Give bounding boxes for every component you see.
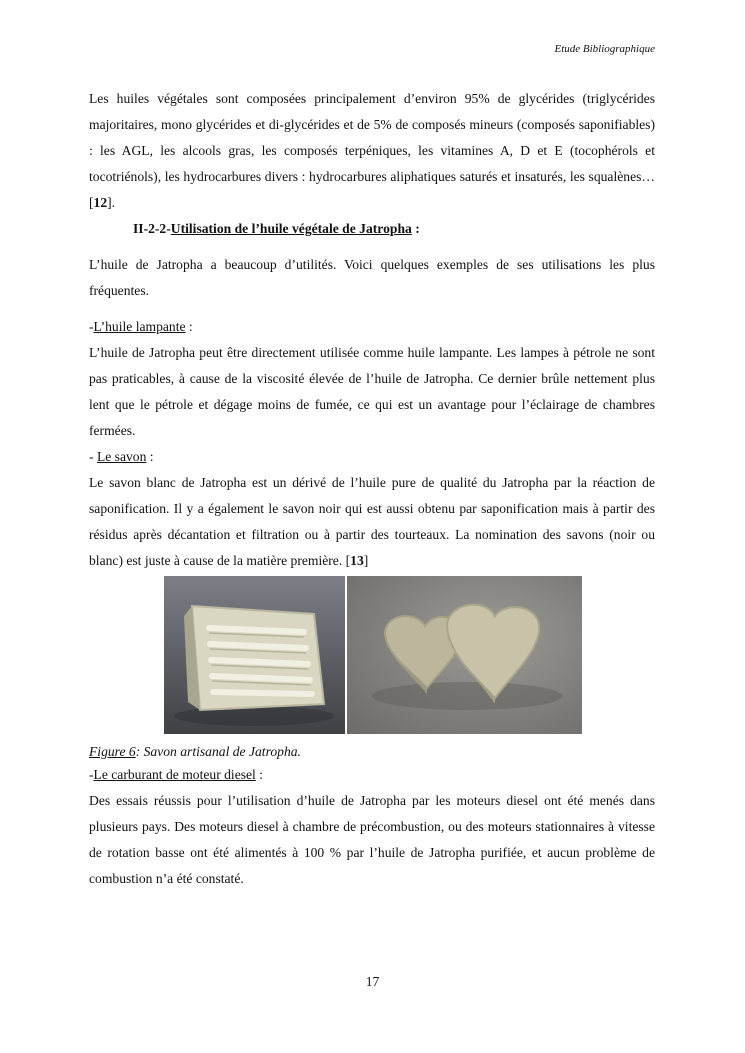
- running-header: Etude Bibliographique: [554, 43, 655, 55]
- savon-paragraph: [89, 470, 655, 574]
- savon-label: Le savon: [96, 449, 147, 464]
- carburant-colon: :: [255, 767, 264, 782]
- soap-bar-illustration: [164, 576, 345, 734]
- lampante-dash: -: [89, 319, 94, 334]
- page-number: 17: [365, 974, 380, 989]
- savon-text: Le savon blanc de Jatropha est un dérivé de l’huile pure de qualité du Jatropha par la réaction de saponification. Il y a également le savon noir qui est aussi obtenu par saponification mais à partir des résidus après décantation et filtration ou à partir des tourteaux. La nomination des savons (noir ou blanc) est juste à cause de la matière première. [: [89, 475, 655, 568]
- figure-label: Figure 6: [89, 744, 136, 759]
- lampante-heading: [89, 314, 655, 340]
- savon-heading: [89, 444, 655, 470]
- carburant-paragraph: Des essais réussis pour l’utilisation d’huile de Jatropha par les moteurs diesel ont été menés dans plusieurs pays. Des moteurs diesel à chambre de précombustion, ou des moteurs stationnaires à vitesse de rotation basse ont été alimentés à 100 % par l’huile de Jatropha purifiée, et aucun problème de combustion n’a été constaté.: [89, 793, 655, 886]
- savon-ref-end: ]: [363, 553, 369, 568]
- section-suffix: :: [411, 221, 420, 236]
- lampante-paragraph: L’huile de Jatropha peut être directement utilisée comme huile lampante. Les lampes à pétrole ne sont pas praticables, à cause de la viscosité élevée de l’huile de Jatropha. Ce dernier brûle nettement plus lent que le pétrole et dégage moins de fumée, ce qui est un avantage pour l’éclairage de chambres fermées.: [89, 345, 655, 438]
- figure-caption: [89, 742, 655, 762]
- section-number: II-2-2-: [133, 221, 171, 236]
- section-title: Utilisation de l’huile végétale de Jatropha: [170, 221, 412, 236]
- uses-intro-paragraph: L’huile de Jatropha a beaucoup d’utilités. Voici quelques exemples de ses utilisations les plus fréquentes.: [89, 257, 655, 298]
- intro-ref: 12: [93, 195, 108, 210]
- section-heading: [89, 216, 655, 242]
- intro-ref-end: ].: [107, 195, 116, 210]
- figure-soap-photos: [164, 576, 582, 734]
- carburant-dash: -: [89, 767, 94, 782]
- soap-bar-photo: [164, 576, 345, 734]
- carburant-heading: [89, 762, 655, 788]
- carburant-label: Le carburant de moteur diesel: [93, 767, 256, 782]
- lampante-label: L’huile lampante: [93, 319, 186, 334]
- heart-soaps-illustration: [347, 576, 582, 734]
- savon-dash: -: [89, 449, 97, 464]
- intro-text: Les huiles végétales sont composées principalement d’environ 95% de glycérides (triglycérides majoritaires, mono glycérides et di-glycérides et de 5% de composés mineurs (composés saponifiables) : les AGL, les alcools gras, les composés terpéniques, les vitamines A, D et E (tocophérols et tocotriénols), les hydrocarbures divers : hydrocarbures aliphatiques saturés et insaturés, les squalènes… [: [89, 91, 655, 210]
- figure-caption-text: : Savon artisanal de Jatropha.: [135, 744, 301, 759]
- savon-colon: :: [146, 449, 154, 464]
- intro-paragraph: [89, 86, 655, 216]
- savon-ref: 13: [350, 553, 364, 568]
- heart-soaps-photo: [347, 576, 582, 734]
- lampante-colon: :: [185, 319, 193, 334]
- page-body: [89, 86, 655, 892]
